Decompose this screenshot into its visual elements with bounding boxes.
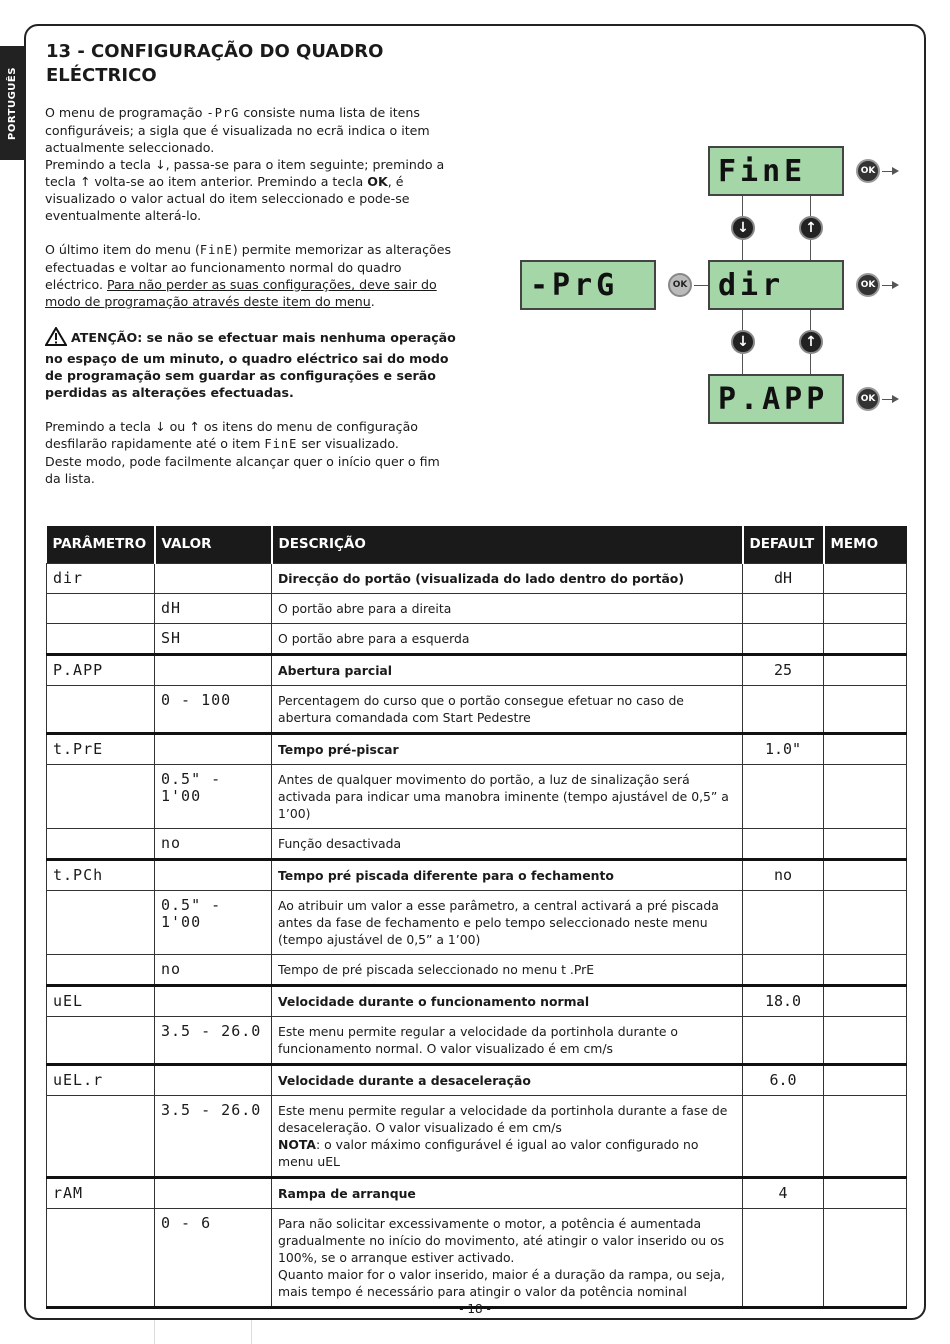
page-number: - 18 - [459, 1302, 491, 1316]
ok-button: OK [856, 273, 880, 297]
value-cell: 0.5" - 1'00 [155, 765, 272, 829]
value-cell [155, 655, 272, 686]
memo-cell [824, 1096, 907, 1178]
memo-cell [824, 829, 907, 860]
param-cell: dir [47, 564, 155, 594]
table-row [47, 829, 907, 860]
memo-cell [824, 1017, 907, 1065]
note-label: NOTA [278, 1137, 316, 1152]
value-cell: 0 - 6 [155, 1209, 272, 1308]
param-cell [47, 891, 155, 955]
arrow-down-icon: ↓ [731, 330, 755, 354]
default-cell [743, 1017, 824, 1065]
underlined-note: Para não perder as suas configurações, deve sair do modo de programação através deste item do menu [45, 277, 437, 309]
default-cell [743, 829, 824, 860]
description-cell [272, 829, 743, 860]
table-row [47, 594, 907, 624]
arrow-line [694, 285, 708, 286]
memo-cell [824, 891, 907, 955]
param-cell: t.PrE [47, 734, 155, 765]
arrow-up-icon: ↑ [799, 216, 823, 240]
default-cell [743, 594, 824, 624]
default-cell [743, 1209, 824, 1308]
param-cell: uEL.r [47, 1065, 155, 1096]
description-text: Direcção do portão (visualizada do lado dentro do portão) [278, 571, 684, 586]
display-code: FinE [199, 243, 233, 257]
value-cell: dH [155, 594, 272, 624]
param-cell [47, 829, 155, 860]
table-row [47, 1096, 907, 1178]
param-cell: rAM [47, 1178, 155, 1209]
description-text: Abertura parcial [278, 663, 393, 678]
text: ser visualizado. [297, 436, 399, 451]
text: ) permite memorizar as alterações efectuadas e voltar ao funcionamento normal do quadro eléctrico. [45, 242, 452, 292]
text: O menu de programação [45, 105, 207, 120]
arrow-up-icon: ↑ [799, 330, 823, 354]
table-row [47, 624, 907, 655]
table-row [47, 734, 907, 765]
table-row [47, 860, 907, 891]
param-cell [47, 765, 155, 829]
value-cell [155, 986, 272, 1017]
parameter-table [46, 526, 907, 1309]
col-header-description: DESCRIÇÃO [272, 526, 743, 564]
description-cell [272, 686, 743, 734]
value-cell: no [155, 955, 272, 986]
memo-cell [824, 1178, 907, 1209]
default-cell: 4 [743, 1178, 824, 1209]
value-cell: 0.5" - 1'00 [155, 891, 272, 955]
param-cell: t.PCh [47, 860, 155, 891]
default-cell: 25 [743, 655, 824, 686]
memo-cell [824, 986, 907, 1017]
description-cell [272, 891, 743, 955]
arrow-right-icon [892, 395, 899, 403]
value-cell: no [155, 829, 272, 860]
intro-paragraph-1 [45, 104, 459, 224]
memo-cell [824, 1209, 907, 1308]
text: . [370, 294, 375, 309]
description-cell [272, 594, 743, 624]
default-cell: 6.0 [743, 1065, 824, 1096]
description-text: Quanto maior for o valor inserido, maior é a duração da rampa, ou seja, mais tempo é necessário para atingir o valor da potência nominal [278, 1267, 725, 1299]
description-cell [272, 564, 743, 594]
ok-button: OK [668, 273, 692, 297]
ok-key-label: OK [367, 174, 388, 189]
text: O último item do menu ( [45, 242, 200, 257]
value-cell [155, 734, 272, 765]
param-cell [47, 1096, 155, 1178]
bottom-tab [154, 1320, 252, 1344]
param-cell [47, 1209, 155, 1308]
description-cell [272, 734, 743, 765]
param-cell: P.APP [47, 655, 155, 686]
table-row [47, 655, 907, 686]
warning-text: ATENÇÃO: se não se efectuar mais nenhuma operação no espaço de um minuto, o quadro eléctrico sai do modo de programação sem guardar as configurações e serão perdidas as alterações efectuadas. [45, 330, 456, 400]
table-row [47, 1178, 907, 1209]
default-cell [743, 765, 824, 829]
arrow-right-icon [892, 281, 899, 289]
language-tab-label: PORTUGUÊS [6, 66, 18, 140]
value-cell: 3.5 - 26.0 [155, 1096, 272, 1178]
default-cell: no [743, 860, 824, 891]
param-cell: uEL [47, 986, 155, 1017]
description-cell [272, 955, 743, 986]
default-cell [743, 955, 824, 986]
text: consiste numa lista de itens configuráveis; a sigla que é visualizada no ecrã indica o item actualmente seleccionado. [45, 105, 430, 155]
ok-button: OK [856, 387, 880, 411]
menu-diagram [516, 142, 910, 430]
text: Premindo a tecla ↓ ou ↑ os itens do menu de configuração desfilarão rapidamente até o item [45, 419, 419, 451]
param-cell [47, 624, 155, 655]
description-cell [272, 986, 743, 1017]
lcd-display-prg: -PrG [520, 260, 656, 310]
table-row [47, 1017, 907, 1065]
display-code: FinE [264, 437, 298, 451]
note-text: : o valor máximo configurável é igual ao valor configurado no menu uEL [278, 1137, 699, 1169]
memo-cell [824, 955, 907, 986]
memo-cell [824, 734, 907, 765]
default-cell [743, 1096, 824, 1178]
arrow-down-icon: ↓ [731, 216, 755, 240]
ok-button: OK [856, 159, 880, 183]
description-cell [272, 624, 743, 655]
warning-paragraph [45, 327, 459, 401]
value-cell: SH [155, 624, 272, 655]
description-text: Percentagem do curso que o portão consegue efetuar no caso de abertura comandada com Start Pedestre [278, 693, 684, 725]
description-cell [272, 860, 743, 891]
description-text: Tempo pré-piscar [278, 742, 399, 757]
col-header-default: DEFAULT [743, 526, 824, 564]
memo-cell [824, 594, 907, 624]
table-row [47, 765, 907, 829]
description-text: Função desactivada [278, 836, 402, 851]
display-code: -PrG [206, 106, 240, 120]
param-cell [47, 594, 155, 624]
description-text: O portão abre para a direita [278, 601, 452, 616]
memo-cell [824, 624, 907, 655]
value-cell [155, 860, 272, 891]
lcd-display-papp: P.APP [708, 374, 844, 424]
arrow-right-icon [892, 167, 899, 175]
description-cell [272, 765, 743, 829]
table-row [47, 1209, 907, 1308]
value-cell: 0 - 100 [155, 686, 272, 734]
description-text: Velocidade durante a desaceleração [278, 1073, 531, 1088]
memo-cell [824, 564, 907, 594]
default-cell [743, 624, 824, 655]
description-text: Ao atribuir um valor a esse parâmetro, a central activará a pré piscada antes da fase de fechamento e pelo tempo seleccionado neste menu (tempo ajustável de 0,5” a 1’00) [278, 898, 719, 947]
table-header-row [47, 526, 907, 564]
description-text: Este menu permite regular a velocidade da portinhola durante o funcionamento normal. O valor visualizado é em cm/s [278, 1024, 678, 1056]
text: Deste modo, pode facilmente alcançar quer o início quer o fim da lista. [45, 454, 440, 486]
language-tab [0, 46, 24, 160]
table-row [47, 1065, 907, 1096]
value-cell [155, 1178, 272, 1209]
description-cell [272, 1065, 743, 1096]
value-cell [155, 1065, 272, 1096]
memo-cell [824, 1065, 907, 1096]
lcd-display-dir: dir [708, 260, 844, 310]
description-cell [272, 1209, 743, 1308]
param-cell [47, 955, 155, 986]
description-cell [272, 1178, 743, 1209]
memo-cell [824, 686, 907, 734]
table-row [47, 686, 907, 734]
text: , é visualizado o valor actual do item seleccionado e pode-se eventualmente alterá-lo. [45, 174, 410, 223]
default-cell [743, 891, 824, 955]
memo-cell [824, 765, 907, 829]
description-cell [272, 1096, 743, 1178]
description-cell [272, 655, 743, 686]
value-cell: 3.5 - 26.0 [155, 1017, 272, 1065]
table-row [47, 955, 907, 986]
description-text: Tempo de pré piscada seleccionado no menu t .PrE [278, 962, 595, 977]
col-header-memo: MEMO [824, 526, 907, 564]
warning-icon [45, 327, 67, 350]
lcd-display-fine: FinE [708, 146, 844, 196]
intro-text [45, 104, 459, 504]
col-header-value: VALOR [155, 526, 272, 564]
param-cell [47, 686, 155, 734]
intro-paragraph-2 [45, 241, 459, 310]
description-text: Antes de qualquer movimento do portão, a luz de sinalização será activada para indicar uma manobra iminente (tempo ajustável de 0,5” a 1’00) [278, 772, 729, 821]
col-header-parameter: PARÂMETRO [47, 526, 155, 564]
value-cell [155, 564, 272, 594]
param-cell [47, 1017, 155, 1065]
default-cell: 18.0 [743, 986, 824, 1017]
description-text: Para não solicitar excessivamente o motor, a potência é aumentada gradualmente no início do movimento, até atingir o valor inserido ou os 100%, se o arranque estiver activado. [278, 1216, 725, 1265]
description-text: Velocidade durante o funcionamento normal [278, 994, 590, 1009]
text: Premindo a tecla ↓, passa-se para o item seguinte; premindo a tecla ↑ volta-se ao item anterior. Premindo a tecla [45, 157, 445, 189]
memo-cell [824, 860, 907, 891]
description-text: Este menu permite regular a velocidade da portinhola durante a fase de desaceleração. O valor visualizado é em cm/s [278, 1103, 728, 1135]
description-text: Rampa de arranque [278, 1186, 416, 1201]
default-cell: 1.0" [743, 734, 824, 765]
description-cell [272, 1017, 743, 1065]
intro-paragraph-3 [45, 418, 459, 487]
section-title: 13 - CONFIGURAÇÃO DO QUADRO ELÉCTRICO [46, 41, 384, 86]
table-row [47, 891, 907, 955]
table-row [47, 986, 907, 1017]
memo-cell [824, 655, 907, 686]
table-row [47, 564, 907, 594]
description-text: Tempo pré piscada diferente para o fechamento [278, 868, 614, 883]
default-cell: dH [743, 564, 824, 594]
description-text: O portão abre para a esquerda [278, 631, 470, 646]
default-cell [743, 686, 824, 734]
